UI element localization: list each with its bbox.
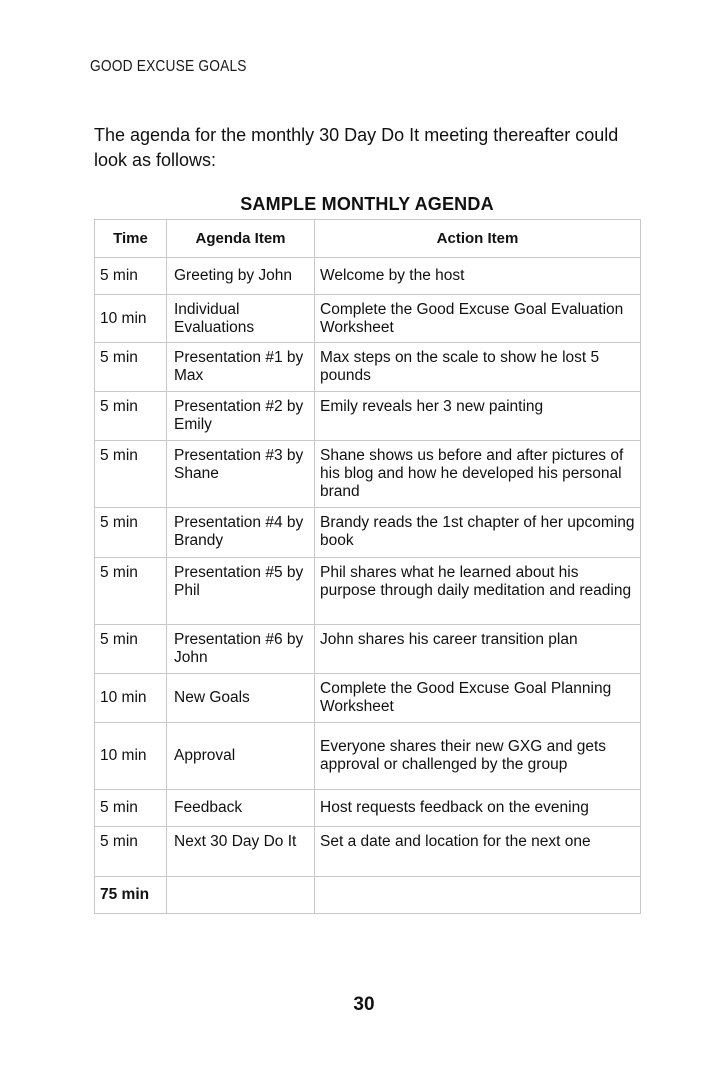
cell-time: 5 min (95, 558, 167, 625)
table-row (95, 295, 641, 343)
table-row (95, 723, 641, 790)
table-row (95, 258, 641, 295)
total-agenda-item (167, 877, 315, 914)
table-row (95, 441, 641, 508)
cell-time: 5 min (95, 392, 167, 441)
cell-action-item: Complete the Good Excuse Goal Planning Worksheet (315, 674, 641, 723)
cell-time: 5 min (95, 625, 167, 674)
agenda-table (94, 219, 641, 914)
cell-action-item: Welcome by the host (315, 258, 641, 295)
table-row (95, 508, 641, 558)
table-row (95, 674, 641, 723)
cell-time: 5 min (95, 441, 167, 508)
column-header-agenda-item: Agenda Item (167, 220, 315, 258)
cell-agenda-item: Presentation #1 by Max (167, 343, 315, 392)
cell-action-item: Complete the Good Excuse Goal Evaluation Worksheet (315, 295, 641, 343)
total-time: 75 min (95, 877, 167, 914)
table-header-row (95, 220, 641, 258)
cell-action-item: Shane shows us before and after pictures of his blog and how he developed his personal brand (315, 441, 641, 508)
cell-action-item: John shares his career transition plan (315, 625, 641, 674)
cell-agenda-item: Presentation #6 by John (167, 625, 315, 674)
cell-time: 5 min (95, 343, 167, 392)
cell-action-item: Emily reveals her 3 new painting (315, 392, 641, 441)
total-action-item (315, 877, 641, 914)
cell-agenda-item: Individual Evaluations (167, 295, 315, 343)
cell-action-item: Max steps on the scale to show he lost 5 pounds (315, 343, 641, 392)
cell-time: 5 min (95, 827, 167, 877)
table-row (95, 558, 641, 625)
cell-time: 10 min (95, 674, 167, 723)
cell-time: 5 min (95, 258, 167, 295)
cell-agenda-item: Presentation #3 by Shane (167, 441, 315, 508)
cell-action-item: Everyone shares their new GXG and gets approval or challenged by the group (315, 723, 641, 790)
table-row (95, 625, 641, 674)
agenda-title: SAMPLE MONTHLY AGENDA (240, 194, 494, 214)
column-header-time: Time (95, 220, 167, 258)
cell-agenda-item: New Goals (167, 674, 315, 723)
cell-time: 5 min (95, 508, 167, 558)
cell-action-item: Host requests feedback on the evening (315, 790, 641, 827)
column-header-action-item: Action Item (315, 220, 641, 258)
cell-action-item: Brandy reads the 1st chapter of her upcoming book (315, 508, 641, 558)
table-row (95, 343, 641, 392)
cell-agenda-item: Presentation #4 by Brandy (167, 508, 315, 558)
table-total-row (95, 877, 641, 914)
cell-time: 10 min (95, 295, 167, 343)
cell-agenda-item: Presentation #5 by Phil (167, 558, 315, 625)
cell-agenda-item: Approval (167, 723, 315, 790)
table-row (95, 827, 641, 877)
intro-paragraph: The agenda for the monthly 30 Day Do It meeting thereafter could look as follows: (94, 125, 619, 170)
running-head: GOOD EXCUSE GOALS (90, 58, 247, 75)
cell-agenda-item: Presentation #2 by Emily (167, 392, 315, 441)
cell-action-item: Set a date and location for the next one (315, 827, 641, 877)
cell-agenda-item: Greeting by John (167, 258, 315, 295)
cell-time: 5 min (95, 790, 167, 827)
table-row (95, 392, 641, 441)
cell-action-item: Phil shares what he learned about his purpose through daily meditation and reading (315, 558, 641, 625)
cell-time: 10 min (95, 723, 167, 790)
table-row (95, 790, 641, 827)
page-number: 30 (353, 994, 375, 1015)
cell-agenda-item: Feedback (167, 790, 315, 827)
cell-agenda-item: Next 30 Day Do It (167, 827, 315, 877)
